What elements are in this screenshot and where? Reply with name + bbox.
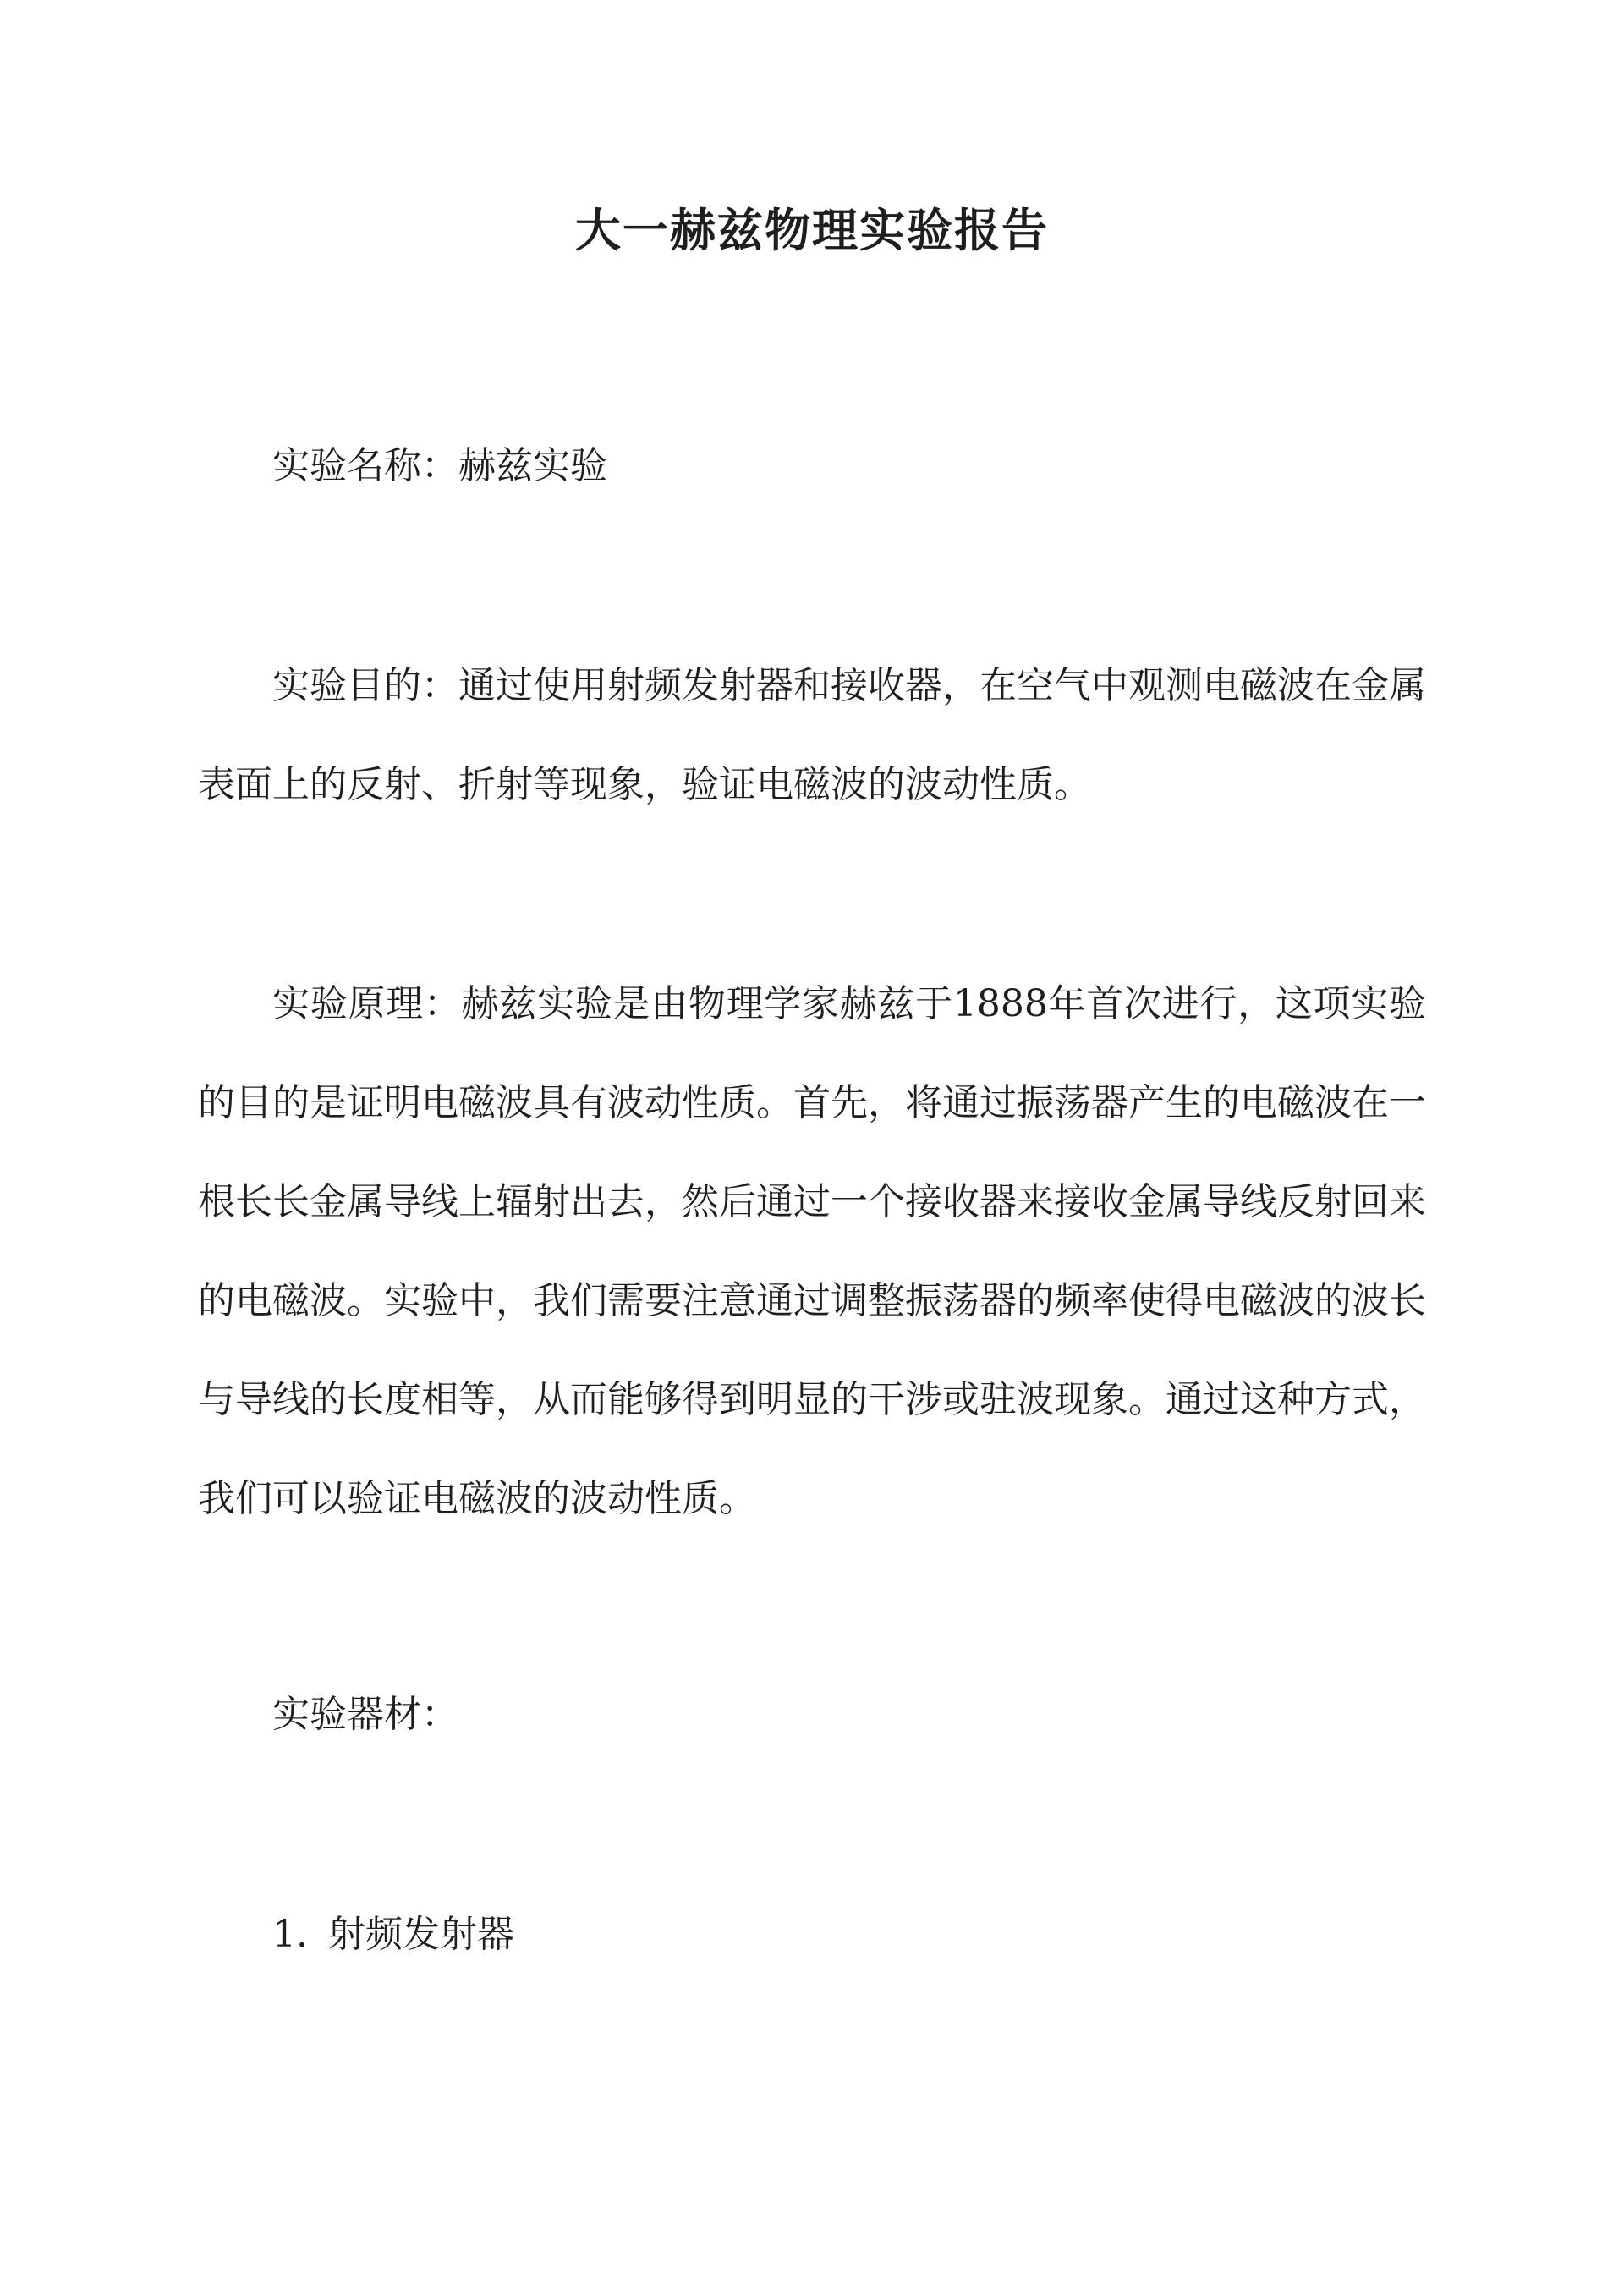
objective-paragraph: 实验目的：通过使用射频发射器和接收器，在空气中观测电磁波在金属表面上的反射、折射等现象，验证电磁波的波动性质。 <box>198 664 1426 806</box>
principle-paragraph: 实验原理：赫兹实验是由物理学家赫兹于1888年首次进行，这项实验的目的是证明电磁波具有波动性质。首先，将通过振荡器产生的电磁波在一根长长金属导线上辐射出去，然后通过一个接收器来接收金属导线反射回来的电磁波。实验中，我们需要注意通过调整振荡器的频率使得电磁波的波长与导线的长度相等，从而能够得到明显的干涉或驻波现象。通过这种方式，我们可以验证电磁波的波动性质。 <box>198 982 1426 1520</box>
list-item-number: 1. <box>272 1913 308 1956</box>
equipment-heading: 实验器材： <box>272 1693 458 1736</box>
list-item <box>272 1885 1426 1984</box>
experiment-name-paragraph: 实验名称：赫兹实验 <box>272 444 607 487</box>
list-item-text: 射频发射器 <box>328 1913 514 1956</box>
document-title: 大一赫兹物理实验报告 <box>575 203 1049 257</box>
